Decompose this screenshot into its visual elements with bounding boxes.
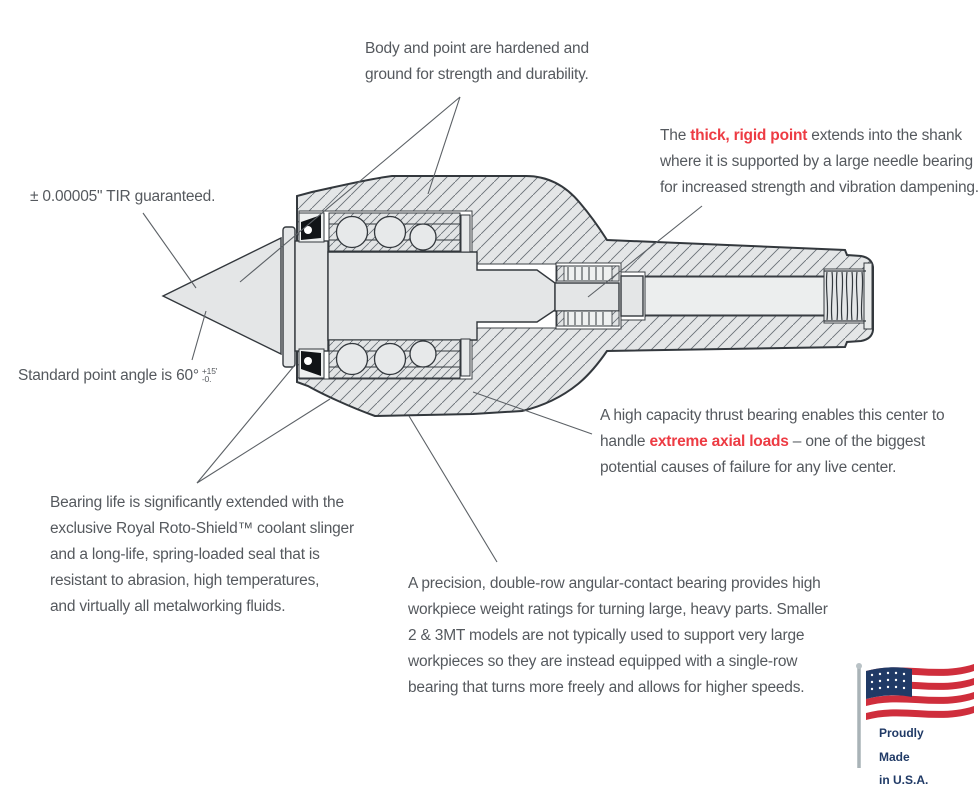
coolant-slinger-disc	[283, 227, 295, 367]
note-line: Bearing life is significantly extended with the	[50, 494, 344, 511]
bearing-lower	[329, 339, 470, 378]
bearing-upper	[329, 213, 470, 252]
note-bearing-life	[50, 490, 354, 620]
ball-bearing	[375, 217, 406, 248]
note-line: and virtually all metalworking fluids.	[50, 598, 286, 615]
note-line: 2 & 3MT models are not typically used to support very large	[408, 627, 805, 644]
note-line: Body and point are hardened and	[365, 40, 589, 57]
leader-precision	[409, 416, 497, 562]
made-in-usa-label	[879, 722, 928, 793]
thrust-ball	[410, 341, 436, 367]
usa-line: Proudly	[879, 726, 924, 740]
note-line: handle extreme axial loads – one of the biggest	[600, 433, 925, 450]
note-line: ± 0.00005" TIR guaranteed.	[30, 188, 216, 205]
angle-tolerance: +15' -0.	[201, 366, 218, 384]
note-line: exclusive Royal Roto-Shield™ coolant slinger	[50, 520, 354, 537]
note-point-angle	[18, 363, 217, 389]
bore-plug	[645, 277, 824, 315]
highlight-axial-loads: extreme axial loads	[649, 433, 789, 450]
note-line: for increased strength and vibration dampening.	[660, 179, 979, 196]
cone-point	[163, 238, 281, 354]
end-cap	[864, 263, 872, 329]
note-line: resistant to abrasion, high temperatures,	[50, 572, 320, 589]
note-thrust-bearing	[600, 403, 944, 481]
leader-tir	[143, 213, 196, 288]
ball-bearing	[337, 217, 368, 248]
note-line: The thick, rigid point extends into the shank	[660, 127, 962, 144]
thread-block	[824, 271, 866, 321]
spacer	[621, 276, 643, 316]
note-precision-bearing	[408, 571, 828, 701]
note-line: ground for strength and durability.	[365, 66, 589, 83]
usa-line: Made	[879, 749, 910, 764]
note-line: bearing that turns more freely and allows for higher speeds.	[408, 679, 805, 696]
highlight-rigid-point: thick, rigid point	[690, 127, 808, 144]
note-line: workpiece weight ratings for turning large, heavy parts. Smaller	[408, 601, 828, 618]
thrust-ball	[410, 224, 436, 250]
note-line: A precision, double-row angular-contact bearing provides high	[408, 575, 821, 592]
note-line: where it is supported by a large needle bearing	[660, 153, 973, 170]
leader-point-angle	[192, 311, 206, 360]
note-line: potential causes of failure for any live center.	[600, 459, 897, 476]
seal-upper	[299, 213, 324, 242]
note-line: workpieces so they are instead equipped with a single-row	[408, 653, 798, 670]
seal-lower	[299, 349, 324, 378]
ball-bearing	[337, 344, 368, 375]
note-rigid-point	[660, 123, 979, 201]
usa-line: in U.S.A.	[879, 773, 929, 787]
note-line: and a long-life, spring-loaded seal that is	[50, 546, 320, 563]
note-body-point	[365, 36, 589, 88]
note-line: A high capacity thrust bearing enables this center to	[600, 407, 945, 424]
ball-bearing	[375, 344, 406, 375]
rigid-point-tail	[555, 283, 619, 311]
spindle-hub	[295, 241, 328, 351]
note-line: Standard point angle is 60° +15' -0.	[18, 366, 218, 384]
leader-bearing-life-b	[197, 399, 330, 483]
note-tir	[30, 184, 215, 210]
